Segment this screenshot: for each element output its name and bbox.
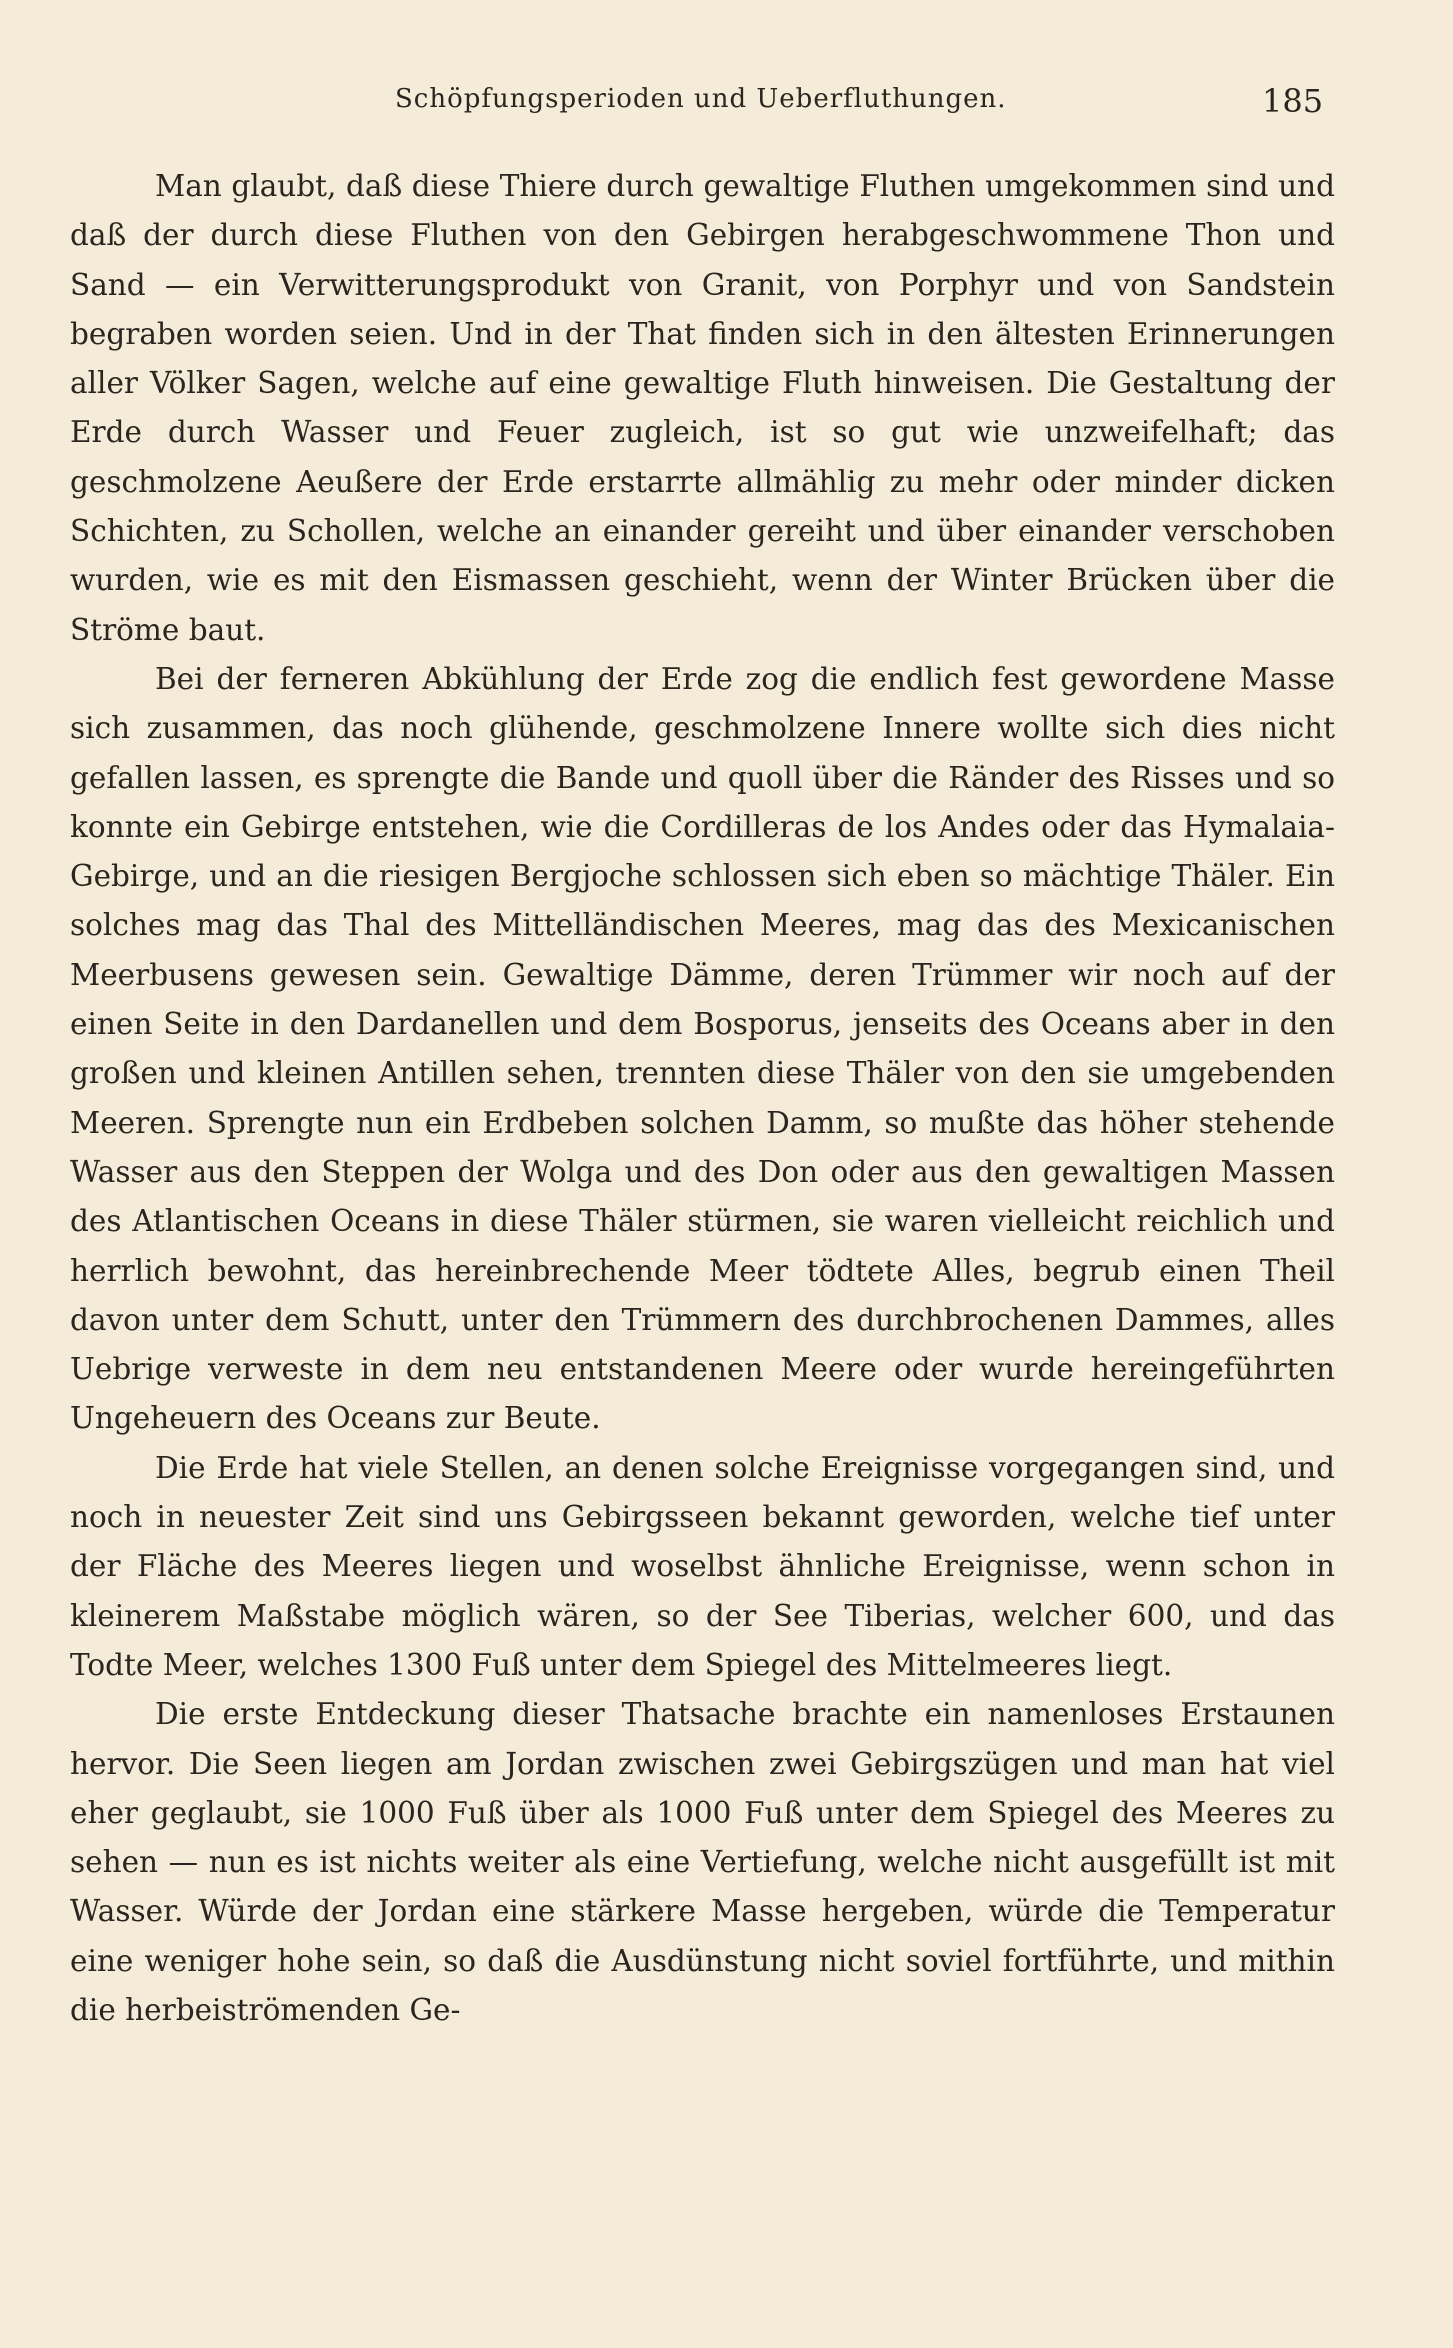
paragraph-3: Die Erde hat viele Stellen, an denen solche Ereignisse vorgegangen sind, und noch in neuester Zeit sind uns Gebirgsseen bekannt geworden, welche tief unter der Fläche des Meeres liegen und woselbst ähnliche Ereignisse, wenn schon in kleinerem Maßstabe möglich wären, so der See Tiberias, welcher 600, und das Todte Meer, welches 1300 Fuß unter dem Spiegel des Mittelmeeres liegt. [70, 1450, 1335, 1682]
paragraph-4: Die erste Entdeckung dieser Thatsache brachte ein namenloses Erstaunen hervor. Die Seen liegen am Jordan zwischen zwei Gebirgszügen und man hat viel eher geglaubt, sie 1000 Fuß über als 1000 Fuß unter dem Spiegel des Meeres zu sehen — nun es ist nichts weiter als eine Vertiefung, welche nicht ausgefüllt ist mit Wasser. Würde der Jordan eine stärkere Masse hergeben, würde die Temperatur eine weniger hohe sein, so daß die Ausdünstung nicht soviel fortführte, und mithin die herbeiströmenden Ge- [70, 1697, 1335, 2027]
paragraph-2: Bei der ferneren Abkühlung der Erde zog die endlich fest gewordene Masse sich zusammen, das noch glühende, geschmolzene Innere wollte sich dies nicht gefallen lassen, es sprengte die Bande und quoll über die Ränder des Risses und so konnte ein Gebirge entstehen, wie die Cordilleras de los Andes oder das Hymalaia-Gebirge, und an die riesigen Bergjoche schlossen sich eben so mächtige Thäler. Ein solches mag das Thal des Mittelländischen Meeres, mag das des Mexicanischen Meerbusens gewesen sein. Gewaltige Dämme, deren Trümmer wir noch auf der einen Seite in den Dardanellen und dem Bosporus, jenseits des Oceans aber in den großen und kleinen Antillen sehen, trennten diese Thäler von den sie umgebenden Meeren. Sprengte nun ein Erdbeben solchen Damm, so mußte das höher stehende Wasser aus den Steppen der Wolga und des Don oder aus den gewaltigen Massen des Atlantischen Oceans in diese Thäler stürmen, sie waren vielleicht reichlich und herrlich bewohnt, das hereinbrechende Meer tödtete Alles, begrub einen Theil davon unter dem Schutt, unter den Trümmern des durchbrochenen Dammes, alles Uebrige verweste in dem neu entstandenen Meere oder wurde hereingeführten Ungeheuern des Oceans zur Beute. [70, 661, 1335, 1436]
running-title: Schöpfungsperioden und Ueberfluthungen. [395, 84, 1007, 114]
paragraph-1: Man glaubt, daß diese Thiere durch gewaltige Fluthen umgekommen sind und daß der durch diese Fluthen von den Gebirgen herabgeschwommene Thon und Sand — ein Verwitterungsprodukt von Granit, von Porphyr und von Sandstein begraben worden seien. Und in der That finden sich in den ältesten Erinnerungen aller Völker Sagen, welche auf eine gewaltige Fluth hinweisen. Die Gestaltung der Erde durch Wasser und Feuer zugleich, ist so gut wie unzweifelhaft; das geschmolzene Aeußere der Erde erstarrte allmählig zu mehr oder minder dicken Schichten, zu Schollen, welche an einander gereiht und über einander verschoben wurden, wie es mit den Eismassen geschieht, wenn der Winter Brücken über die Ströme baut. [70, 169, 1335, 647]
page-header [0, 82, 1453, 128]
page-number: 185 [1262, 82, 1324, 120]
page-body [70, 162, 1335, 2035]
